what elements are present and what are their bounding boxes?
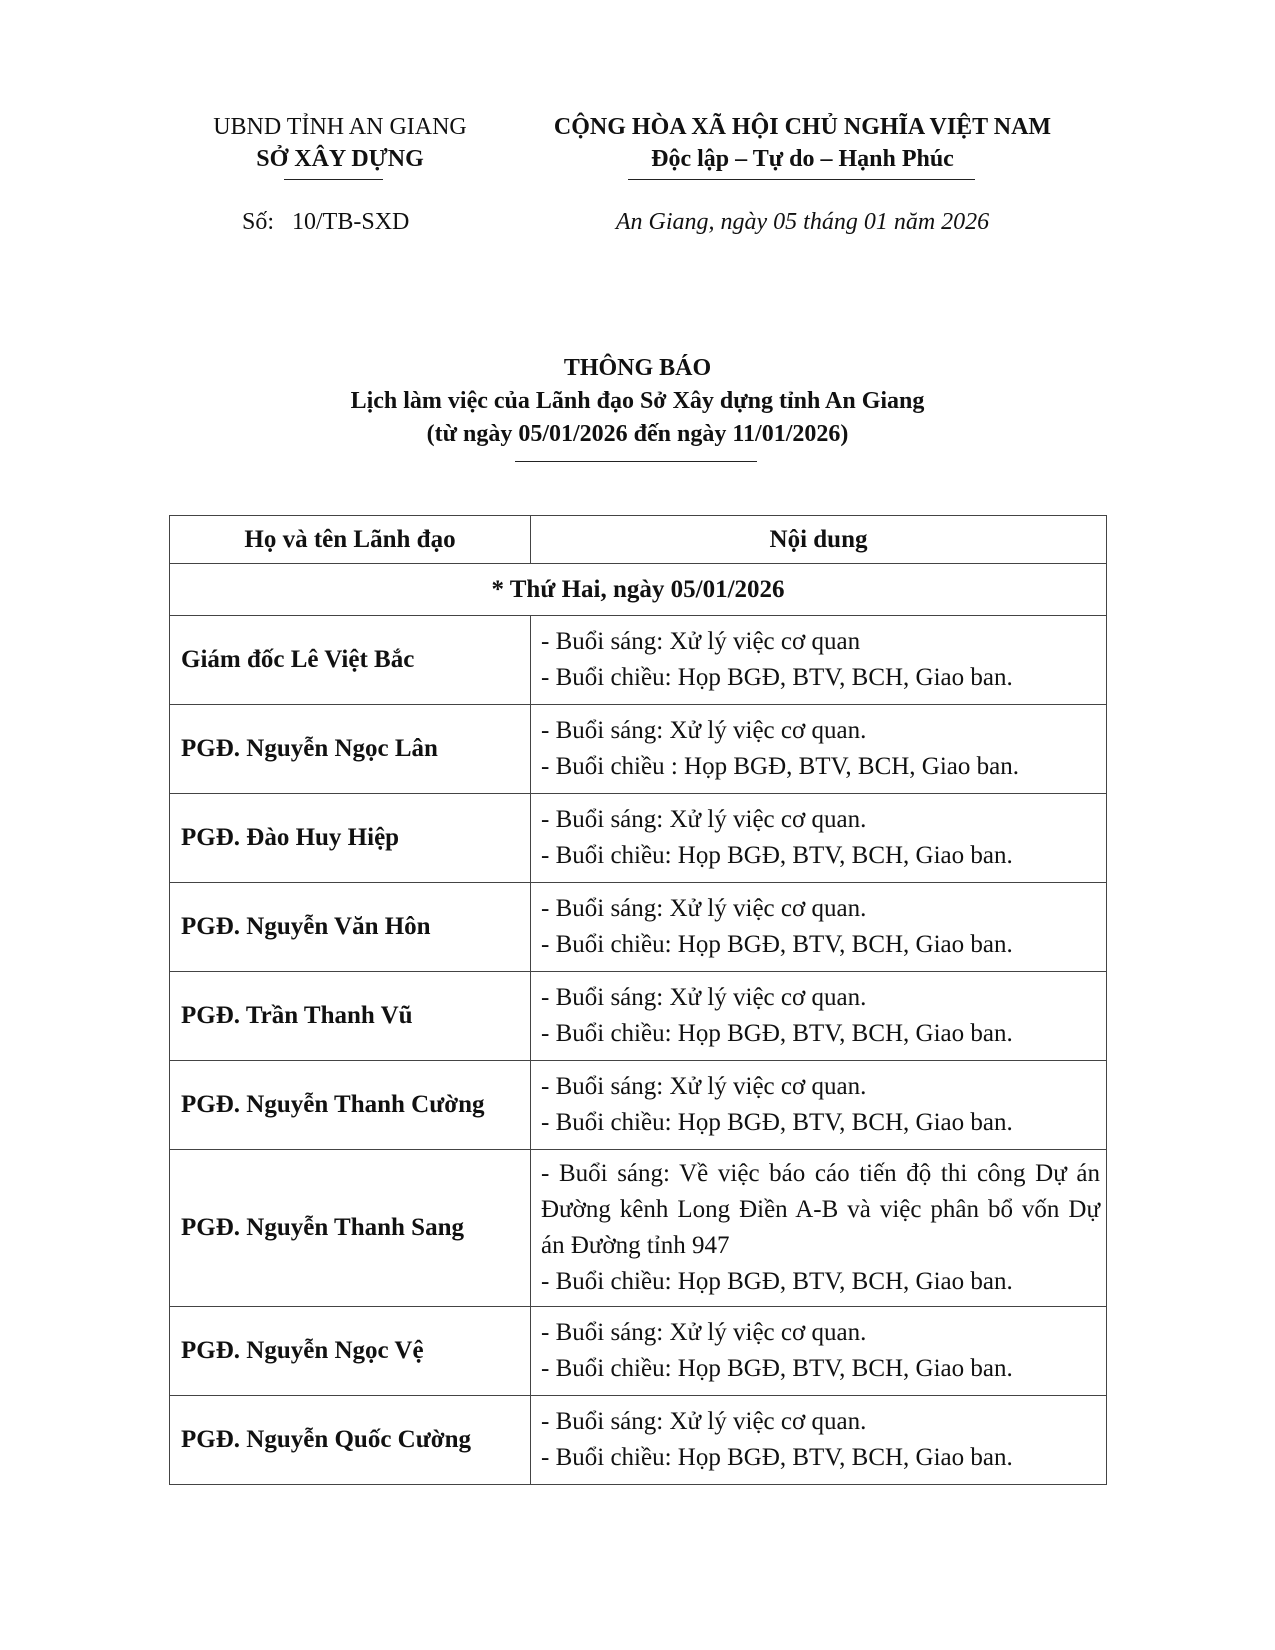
notice-period: (từ ngày 05/01/2026 đến ngày 11/01/2026) xyxy=(426,421,849,447)
document-number-label: Số: xyxy=(242,209,275,235)
schedule-content xyxy=(531,972,1107,1061)
document-number-value: 10/TB-SXD xyxy=(292,209,410,235)
leader-name: PGĐ. Nguyễn Ngọc Vệ xyxy=(170,1307,531,1396)
morning-schedule: - Buổi sáng: Xử lý việc cơ quan. xyxy=(541,806,867,833)
place-date: An Giang, ngày 05 tháng 01 năm 2026 xyxy=(615,209,990,235)
schedule-content xyxy=(531,794,1107,883)
table-row xyxy=(170,616,1107,705)
national-title: CỘNG HÒA XÃ HỘI CHỦ NGHĨA VIỆT NAM xyxy=(553,114,1052,140)
morning-schedule: - Buổi sáng: Về việc báo cáo tiến độ thi công Dự án Đường kênh Long Điền A-B và việc phân bổ vốn Dự án Đường tỉnh 947 xyxy=(541,1160,1100,1259)
leader-name: Giám đốc Lê Việt Bắc xyxy=(170,616,531,705)
morning-schedule: - Buổi sáng: Xử lý việc cơ quan. xyxy=(541,1073,867,1100)
leader-name: PGĐ. Trần Thanh Vũ xyxy=(170,972,531,1061)
morning-schedule: - Buổi sáng: Xử lý việc cơ quan xyxy=(541,628,861,655)
schedule-table xyxy=(169,515,1107,1485)
schedule-content xyxy=(531,705,1107,794)
afternoon-schedule: - Buổi chiều: Họp BGĐ, BTV, BCH, Giao ban. xyxy=(541,664,1013,691)
leader-name: PGĐ. Nguyễn Thanh Cường xyxy=(170,1061,531,1150)
schedule-content xyxy=(531,1307,1107,1396)
department-name xyxy=(180,144,500,174)
motto-underline xyxy=(628,179,975,180)
morning-schedule: - Buổi sáng: Xử lý việc cơ quan. xyxy=(541,895,867,922)
issuing-authority: UBND TỈNH AN GIANG xyxy=(213,114,467,140)
leader-name: PGĐ. Nguyễn Văn Hôn xyxy=(170,883,531,972)
schedule-content xyxy=(531,1396,1107,1485)
table-row xyxy=(170,1307,1107,1396)
afternoon-schedule: - Buổi chiều: Họp BGĐ, BTV, BCH, Giao ban. xyxy=(541,1444,1013,1471)
notice-subtitle: Lịch làm việc của Lãnh đạo Sở Xây dựng tỉnh An Giang xyxy=(350,388,925,414)
national-motto: Độc lập – Tự do – Hạnh Phúc xyxy=(651,146,954,172)
schedule-content xyxy=(531,616,1107,705)
header-leader-name: Họ và tên Lãnh đạo xyxy=(170,516,531,564)
notice-title: THÔNG BÁO xyxy=(563,355,712,381)
department-prefix: SỞ xyxy=(256,146,295,172)
schedule-content xyxy=(531,1061,1107,1150)
department-name-main: XÂY DỰNG xyxy=(294,146,424,172)
table-row xyxy=(170,794,1107,883)
table-header-row xyxy=(170,516,1107,564)
day-label: * Thứ Hai, ngày 05/01/2026 xyxy=(170,564,1107,616)
morning-schedule: - Buổi sáng: Xử lý việc cơ quan. xyxy=(541,717,867,744)
table-row xyxy=(170,1061,1107,1150)
schedule-content xyxy=(531,883,1107,972)
afternoon-schedule: - Buổi chiều: Họp BGĐ, BTV, BCH, Giao ban. xyxy=(541,1020,1013,1047)
header-content: Nội dung xyxy=(531,516,1107,564)
schedule-content xyxy=(531,1150,1107,1307)
morning-schedule: - Buổi sáng: Xử lý việc cơ quan. xyxy=(541,984,867,1011)
afternoon-schedule: - Buổi chiều : Họp BGĐ, BTV, BCH, Giao ban. xyxy=(541,753,1019,780)
table-row xyxy=(170,972,1107,1061)
afternoon-schedule: - Buổi chiều: Họp BGĐ, BTV, BCH, Giao ban. xyxy=(541,1268,1013,1295)
day-row xyxy=(170,564,1107,616)
afternoon-schedule: - Buổi chiều: Họp BGĐ, BTV, BCH, Giao ban. xyxy=(541,842,1013,869)
table-row xyxy=(170,705,1107,794)
leader-name: PGĐ. Nguyễn Quốc Cường xyxy=(170,1396,531,1485)
table-row xyxy=(170,1396,1107,1485)
afternoon-schedule: - Buổi chiều: Họp BGĐ, BTV, BCH, Giao ban. xyxy=(541,1355,1013,1382)
morning-schedule: - Buổi sáng: Xử lý việc cơ quan. xyxy=(541,1319,867,1346)
department-underline xyxy=(284,179,383,180)
leader-name: PGĐ. Đào Huy Hiệp xyxy=(170,794,531,883)
morning-schedule: - Buổi sáng: Xử lý việc cơ quan. xyxy=(541,1408,867,1435)
table-row xyxy=(170,1150,1107,1307)
leader-name: PGĐ. Nguyễn Ngọc Lân xyxy=(170,705,531,794)
table-row xyxy=(170,883,1107,972)
afternoon-schedule: - Buổi chiều: Họp BGĐ, BTV, BCH, Giao ban. xyxy=(541,931,1013,958)
title-divider xyxy=(515,461,757,462)
document-number xyxy=(242,207,409,237)
leader-name: PGĐ. Nguyễn Thanh Sang xyxy=(170,1150,531,1307)
afternoon-schedule: - Buổi chiều: Họp BGĐ, BTV, BCH, Giao ban. xyxy=(541,1109,1013,1136)
